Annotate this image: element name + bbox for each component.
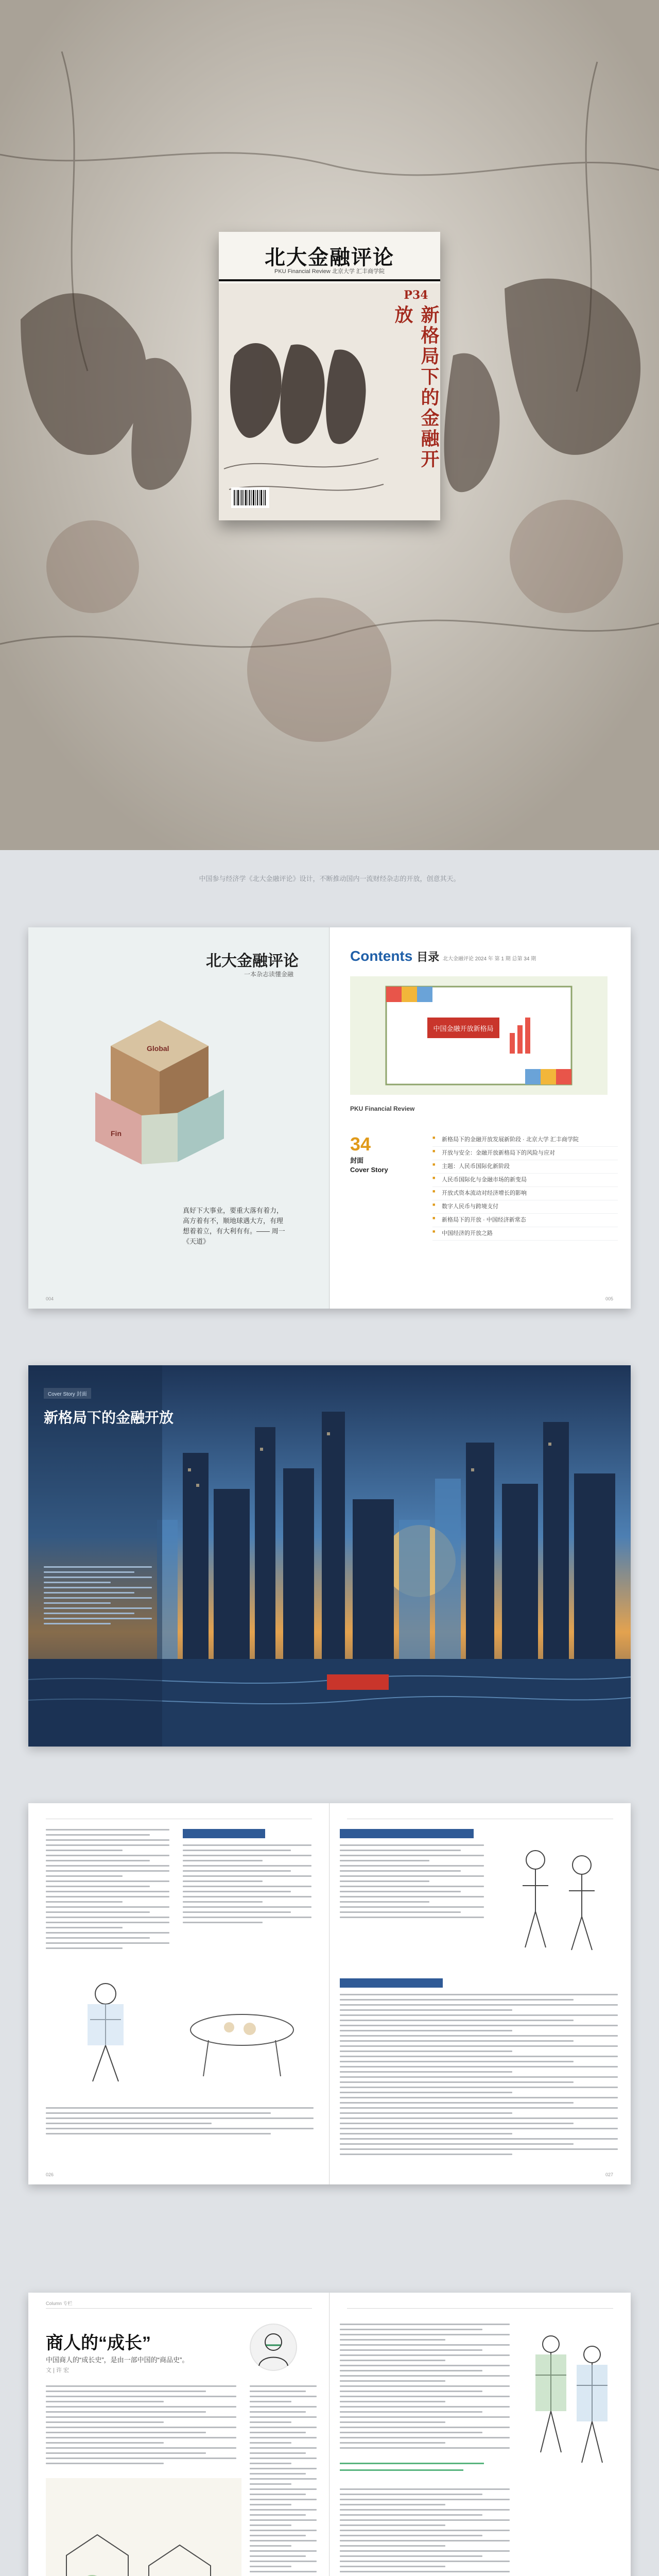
section-tag: Cover Story 封面 [44,1388,91,1399]
toc-item[interactable]: ■ 中国经济的开放之路 [432,1227,618,1241]
toc-section-name: PKU Financial Review [350,1105,415,1112]
page-number-left: 026 [46,2172,54,2177]
spread-fold [329,927,330,1309]
inner-mag-tagline: 一本杂志读懂金融 [244,971,293,978]
svg-text:中国金融开放新格局: 中国金融开放新格局 [433,1025,494,1032]
page-header-rule [46,2308,312,2309]
spread-cover-story [28,1365,631,1747]
inner-cover-page [28,927,330,1309]
toc-item[interactable]: ■ 人民币国际化与金融市场的新变局 [432,1174,618,1187]
figure-sketch [494,1834,618,1958]
column-byline: 文 | 许 宏 [46,2367,70,2374]
cover-story-headline: 新格局下的金融开放 [44,1410,174,1426]
column-headline: 商人的“成长” [46,2333,151,2353]
cover-story-intro [44,1566,152,1628]
cover-vertical-headline: 新格局下的金融开放 [392,305,440,470]
contents-heading [350,948,439,964]
contents-meta: 北大金融评论 2024 年 第 1 期 总第 34 期 [443,956,536,962]
barcode-icon [231,487,269,508]
board-game-illustration [350,976,608,1095]
toc-issue-number: 34 [350,1133,371,1155]
cover-divider [219,279,440,281]
text-column [340,2488,510,2576]
page-header-rule [347,2308,613,2309]
page-number-left: 004 [46,1296,54,1301]
spread-feature-article [28,1803,631,2184]
text-column [340,2324,510,2452]
toc-list [432,1133,618,1241]
toc-item[interactable]: ■ 开放与安全：金融开放新格局下的风险与应对 [432,1147,618,1160]
table-sketch [178,1999,306,2081]
hero-caption: 中国参与经济学《北大金融评论》设计，不断推动国内一流财经杂志的开放，创意其天。 [199,875,460,883]
contents-en: Contents [350,948,413,964]
hero-banner [0,0,659,850]
article-page-right [330,1803,631,2184]
spread-fold [329,2293,330,2576]
toc-item[interactable]: ■ 新格局下的金融开放发展新阶段 · 北京大学 汇丰商学院 [432,1133,618,1147]
magazine-cover [219,232,440,520]
spread-fold [329,1803,330,2184]
text-column [340,1994,618,2159]
avatar-icon [251,2325,296,2370]
toc-cover-label [350,1156,388,1175]
section-tab [340,1829,474,1838]
section-tab [183,1829,265,1838]
text-column [46,1829,169,1953]
column-page-right [330,2293,631,2576]
toc-item[interactable]: ■ 主题：人民币国际化新阶段 [432,1160,618,1174]
figures-illustration [520,2324,623,2494]
toc-item[interactable]: ■ 开放式资本流动对经济增长的影响 [432,1187,618,1200]
cover-issue-block [392,289,440,474]
toc-item[interactable]: ■ 新格局下的开放 · 中国经济新常态 [432,1214,618,1227]
toc-item[interactable]: ■ 数字人民币与跨境支付 [432,1200,618,1214]
article-page-left [28,1803,330,2184]
cover-title: 北大金融评论 [265,245,394,269]
svg-text:Global: Global [147,1044,169,1053]
cover-subtitle: PKU Financial Review 北京大学 汇丰商学院 [274,268,385,275]
spread-column-merchant [28,2293,631,2576]
page-number-right: 005 [605,1296,613,1301]
cube-illustration [75,1010,245,1185]
author-portrait [250,2324,297,2371]
toc-cover-label-cn: 封面 [350,1157,364,1164]
toc-cover-label-en: Cover Story [350,1166,388,1174]
pull-quote-bar [340,2469,463,2471]
contents-cn: 目录 [417,951,440,963]
text-column [183,1844,311,1927]
inner-quote: 真好下大事业，要重大落有着力，高方着有不，顺地球遇大方，有理想着着立，有大利有有。—— 周一《天道》 [183,1207,285,1245]
page-number-right: 027 [605,2172,613,2177]
column-tag: Column 专栏 [46,2301,73,2306]
column-subtitle: 中国商人的“成长史”，是由一部中国的“商品史”。 [46,2356,189,2364]
section-tab [340,1978,443,1988]
cover-issue-number: P34 [404,289,428,302]
inner-mag-title: 北大金融评论 [206,952,299,970]
text-column [340,1844,484,1922]
figure-sketch [59,1973,152,2087]
svg-text:Fin: Fin [111,1129,122,1138]
pull-quote [340,2463,494,2471]
spread-contents [28,927,631,1309]
contents-page [330,927,631,1309]
village-illustration [46,2478,241,2576]
text-column [250,2385,317,2576]
text-column [46,2385,236,2468]
pull-quote-bar [340,2463,484,2464]
text-column [46,2107,314,2138]
column-page-left [28,2293,330,2576]
